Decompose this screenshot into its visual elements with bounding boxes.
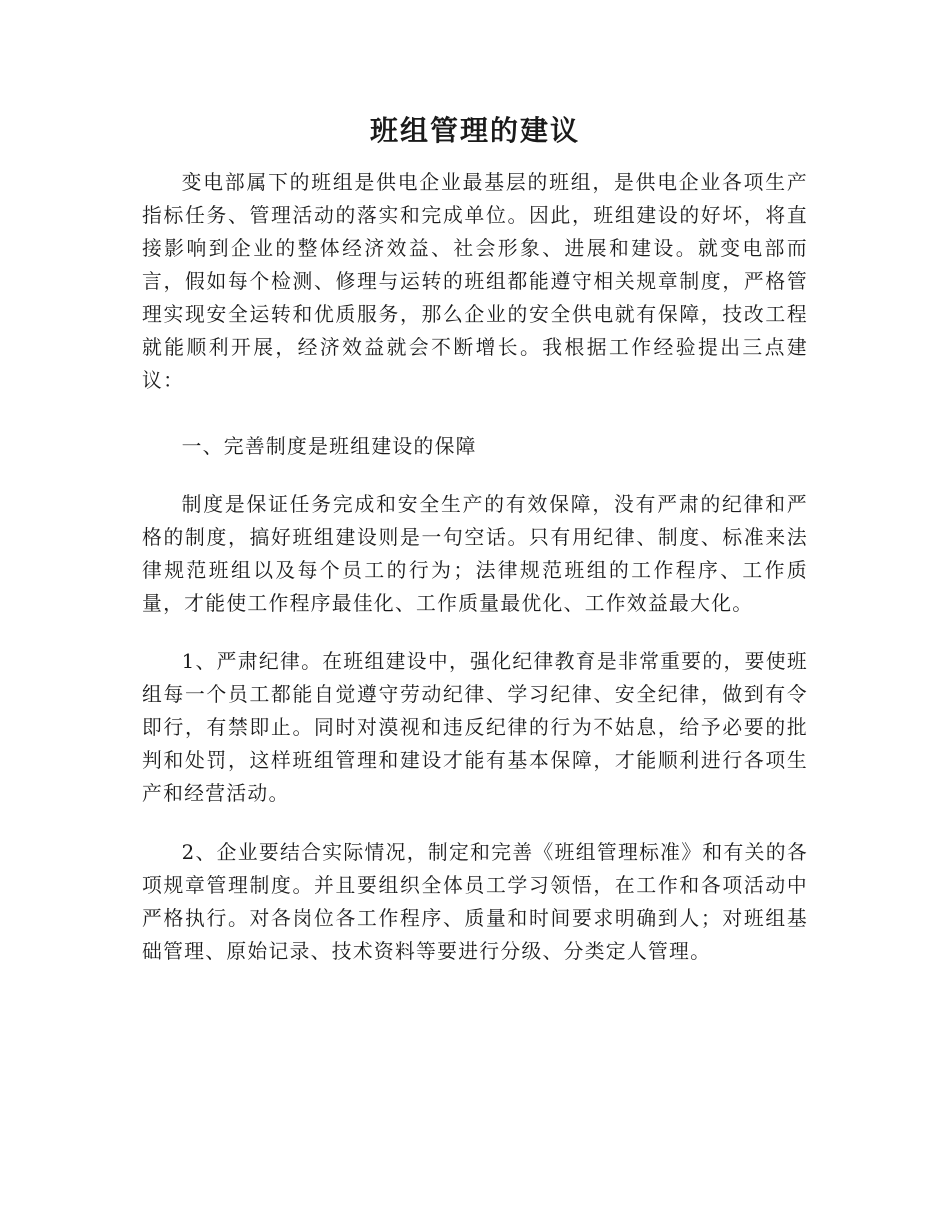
document-title: 班组管理的建议: [369, 114, 580, 147]
paragraph-standards: 2、企业要结合实际情况，制定和完善《班组管理标准》和有关的各项规章管理制度。并且要组织全体员工学习领悟，在工作和各项活动中严格执行。对各岗位各工作程序、质量和时间要求明确到人；对班组基础管理、原始记录、技术资料等要进行分级、分类定人管理。: [142, 841, 808, 963]
paragraph-institution: 制度是保证任务完成和安全生产的有效保障，没有严肃的纪律和严格的制度，搞好班组建设则是一句空话。只有用纪律、制度、标准来法律规范班组以及每个员工的行为；法律规范班组的工作程序、工作质量，才能使工作程序最佳化、工作质量最优化、工作效益最大化。: [142, 493, 808, 615]
paragraph-intro: 变电部属下的班组是供电企业最基层的班组，是供电企业各项生产指标任务、管理活动的落实和完成单位。因此，班组建设的好坏，将直接影响到企业的整体经济效益、社会形象、进展和建设。就变电部而言，假如每个检测、修理与运转的班组都能遵守相关规章制度，严格管理实现安全运转和优质服务，那么企业的安全供电就有保障，技改工程就能顺利开展，经济效益就会不断增长。我根据工作经验提出三点建议：: [142, 171, 808, 392]
section-heading-1: 一、完善制度是班组建设的保障: [181, 435, 477, 458]
document-body: [142, 166, 808, 968]
paragraph-discipline: 1、严肃纪律。在班组建设中，强化纪律教育是非常重要的，要使班组每一个员工都能自觉遵守劳动纪律、学习纪律、安全纪律，做到有令即行，有禁即止。同时对漠视和违反纪律的行为不姑息，给予必要的批判和处罚，这样班组管理和建设才能有基本保障，才能顺利进行各项生产和经营活动。: [142, 650, 808, 805]
